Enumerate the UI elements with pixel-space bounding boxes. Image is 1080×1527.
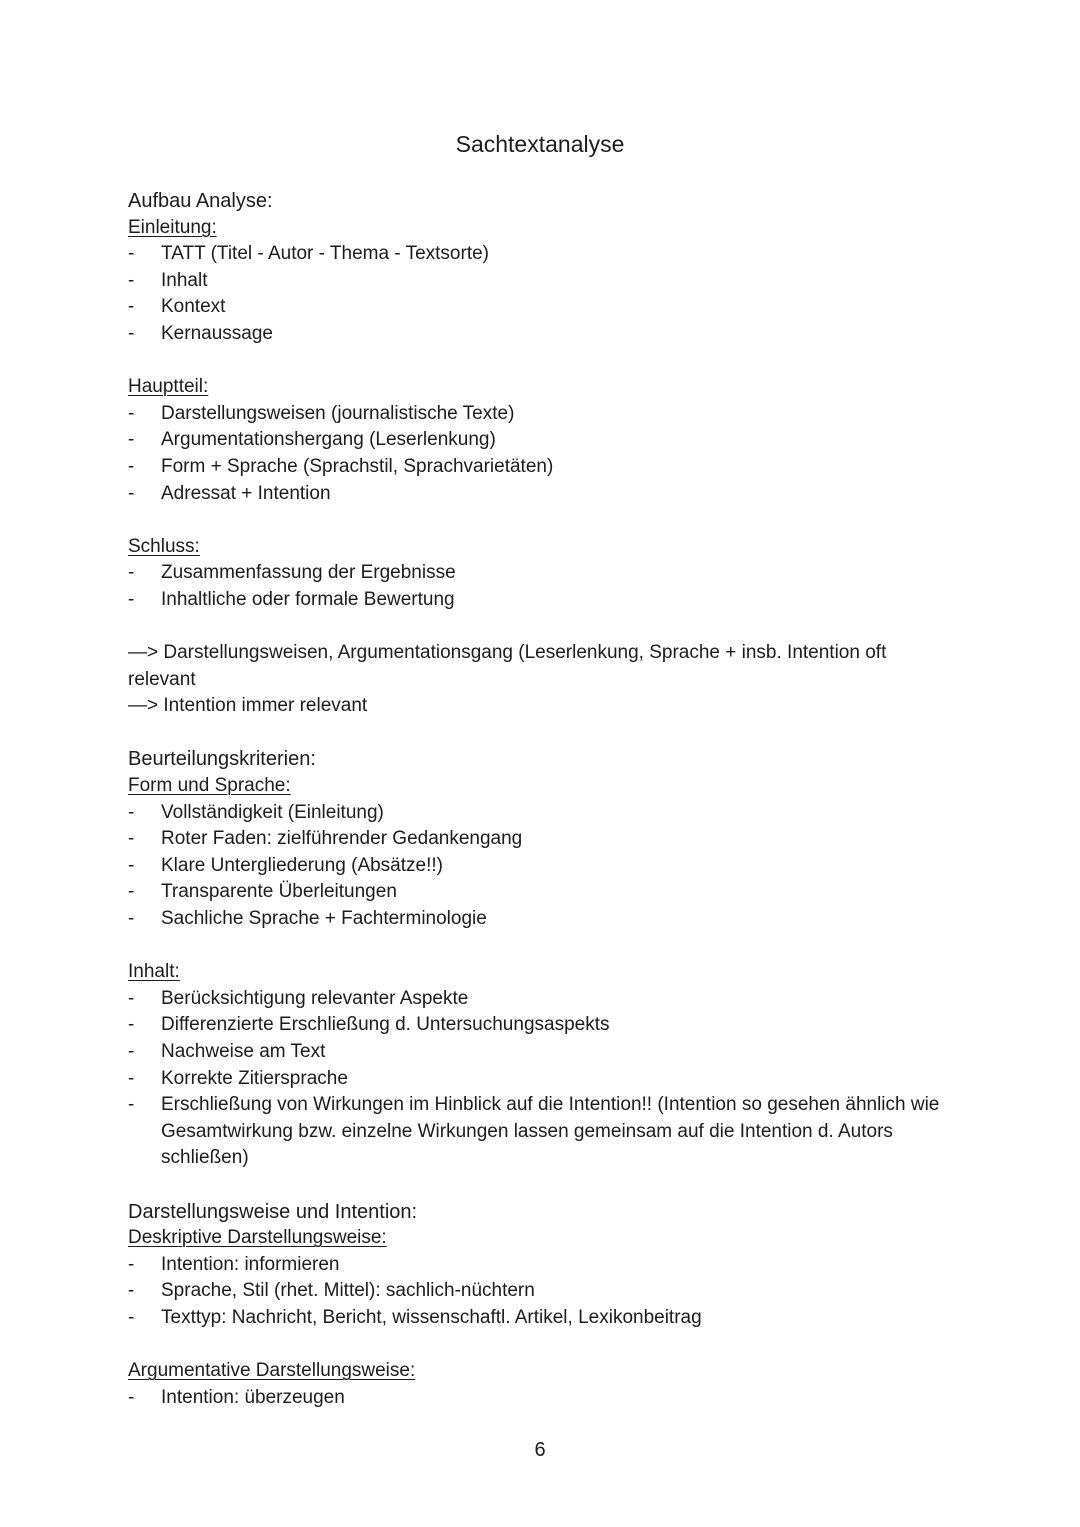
subheading-form: Form und Sprache: bbox=[128, 775, 291, 797]
section-heading-beurteilung: Beurteilungskriterien: bbox=[128, 748, 316, 771]
list-item: - Intention: informieren bbox=[128, 1253, 340, 1275]
list-item: - Vollständigkeit (Einleitung) bbox=[128, 801, 384, 823]
list-item: - Intention: überzeugen bbox=[128, 1386, 345, 1408]
subheading-argumentativ: Argumentative Darstellungsweise: bbox=[128, 1360, 416, 1382]
subheading-hauptteil: Hauptteil: bbox=[128, 376, 209, 398]
list-item: - Kernaussage bbox=[128, 322, 273, 344]
subheading-deskriptiv: Deskriptive Darstellungsweise: bbox=[128, 1227, 387, 1249]
list-item: - Sachliche Sprache + Fachterminologie bbox=[128, 908, 487, 930]
page-number: 6 bbox=[534, 1439, 546, 1461]
list-item: - Nachweise am Text bbox=[128, 1041, 326, 1062]
list-item: - Erschließung von Wirkungen im Hinblick auf die Intention!! (Intention so gesehen ähnlich wie Gesamtwirkung bzw. einzelne Wirkungen lassen gemeinsam auf die Intention d. Autors schließen) bbox=[128, 1094, 940, 1169]
list-item: - Texttyp: Nachricht, Bericht, wissenschaftl. Artikel, Lexikonbeitrag bbox=[128, 1306, 702, 1328]
list-item: - Transparente Überleitungen bbox=[128, 881, 397, 903]
list-item: - Form + Sprache (Sprachstil, Sprachvarietäten) bbox=[128, 455, 554, 477]
page-title: Sachtextanalyse bbox=[455, 131, 625, 157]
list-item: - Klare Untergliederung (Absätze!!) bbox=[128, 854, 443, 876]
subheading-schluss: Schluss: bbox=[128, 535, 200, 557]
list-item: - Korrekte Zitiersprache bbox=[128, 1067, 348, 1089]
list-item: - Argumentationshergang (Leserlenkung) bbox=[128, 429, 496, 451]
section-heading-aufbau: Aufbau Analyse: bbox=[128, 190, 273, 212]
note-line: relevant bbox=[128, 668, 196, 690]
list-item: - Sprache, Stil (rhet. Mittel): sachlich-nüchtern bbox=[128, 1280, 535, 1302]
list-item: - Darstellungsweisen (journalistische Texte) bbox=[128, 402, 515, 424]
list-item: - Kontext bbox=[128, 296, 226, 318]
subheading-einleitung: Einleitung: bbox=[128, 216, 217, 238]
list-item: - TATT (Titel - Autor - Thema - Textsorte) bbox=[128, 243, 490, 265]
document-body bbox=[128, 188, 948, 1411]
list-item: - Berücksichtigung relevanter Aspekte bbox=[128, 987, 469, 1009]
note-line: —> Intention immer relevant bbox=[128, 695, 368, 717]
subheading-inhalt: Inhalt: bbox=[128, 961, 180, 983]
list-item: - Inhaltliche oder formale Bewertung bbox=[128, 588, 455, 610]
section-heading-darstellung: Darstellungsweise und Intention: bbox=[128, 1200, 418, 1223]
list-item: - Zusammenfassung der Ergebnisse bbox=[128, 562, 456, 584]
list-item: - Roter Faden: zielführender Gedankengang bbox=[128, 828, 523, 850]
list-item: - Differenzierte Erschließung d. Untersuchungsaspekts bbox=[128, 1014, 610, 1036]
list-item: - Inhalt bbox=[128, 269, 208, 291]
note-line: —> Darstellungsweisen, Argumentationsgang (Leserlenkung, Sprache + insb. Intention oft bbox=[128, 642, 887, 664]
list-item: - Adressat + Intention bbox=[128, 482, 331, 504]
